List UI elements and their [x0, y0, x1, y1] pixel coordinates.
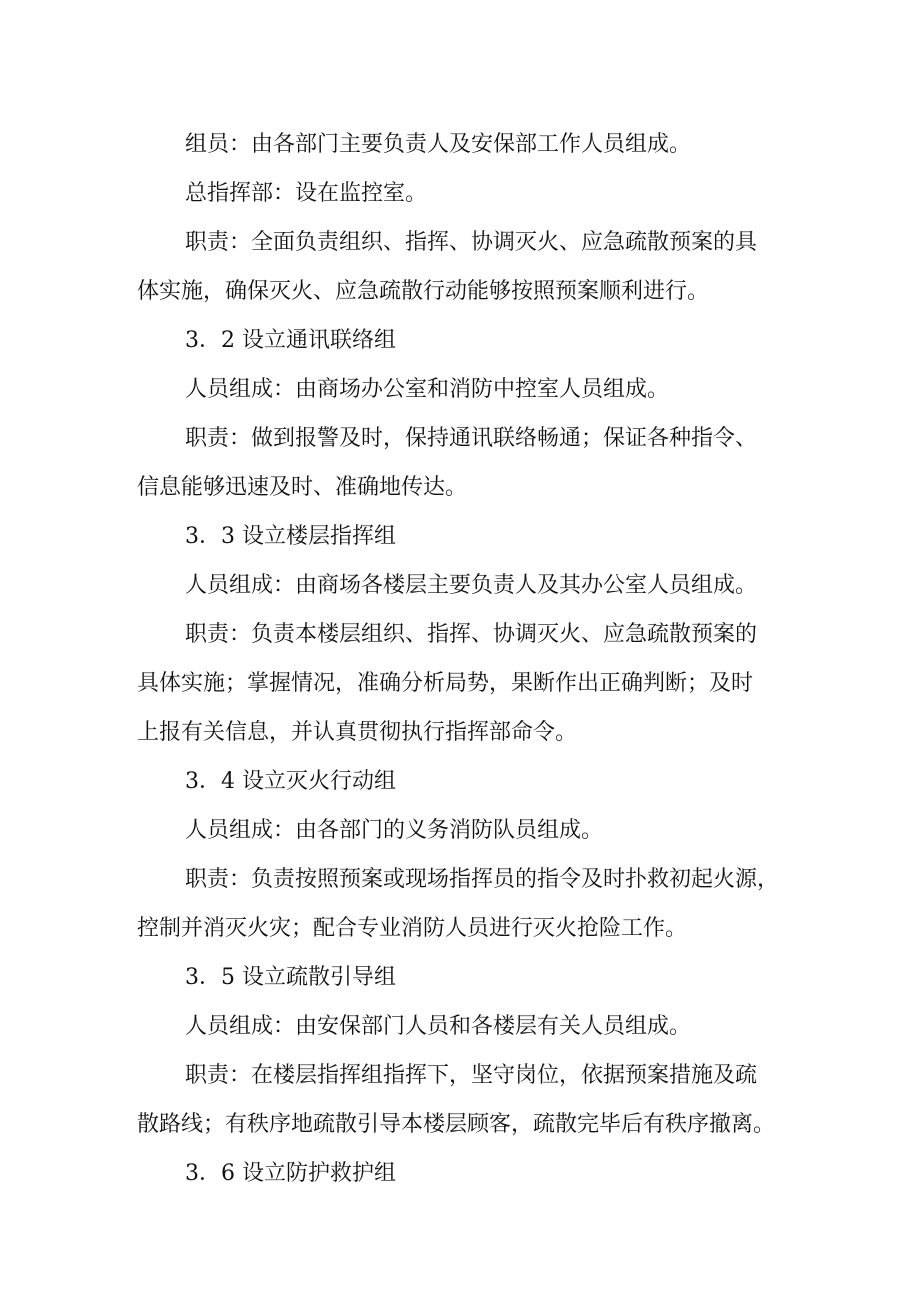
section-heading-3-2: 3．2 设立通讯联络组: [185, 328, 396, 353]
paragraph-fire-duties-line-2: 控制并消灭火灾；配合专业消防人员进行灭火抢险工作。: [137, 916, 688, 941]
paragraph-comm-duties-line-2: 信息能够迅速及时、准确地传达。: [137, 475, 468, 500]
paragraph-members: 组员：由各部门主要负责人及安保部工作人员组成。: [185, 132, 692, 157]
paragraph-duties-line-2: 体实施，确保灭火、应急疏散行动能够按照预案顺利进行。: [137, 279, 710, 304]
paragraph-fire-duties-line-1: 职责：负责按照预案或现场指挥员的指令及时扑救初起火源，: [185, 867, 780, 892]
section-heading-3-5: 3．5 设立疏散引导组: [185, 965, 396, 990]
section-heading-3-3: 3．3 设立楼层指挥组: [185, 524, 396, 549]
paragraph-floor-duties-line-3: 上报有关信息，并认真贯彻执行指挥部命令。: [137, 720, 578, 745]
paragraph-floor-duties-line-1: 职责：负责本楼层组织、指挥、协调灭火、应急疏散预案的: [185, 622, 758, 647]
section-heading-3-4: 3．4 设立灭火行动组: [185, 769, 396, 794]
paragraph-comm-duties-line-1: 职责：做到报警及时，保持通讯联络畅通；保证各种指令、: [185, 426, 758, 451]
paragraph-floor-members: 人员组成：由商场各楼层主要负责人及其办公室人员组成。: [185, 573, 758, 598]
paragraph-floor-duties-line-2: 具体实施；掌握情况，准确分析局势，果断作出正确判断；及时: [137, 671, 754, 696]
paragraph-fire-members: 人员组成：由各部门的义务消防队员组成。: [185, 818, 604, 843]
paragraph-evac-duties-line-1: 职责：在楼层指挥组指挥下，坚守岗位，依据预案措施及疏: [185, 1063, 758, 1088]
paragraph-evac-duties-line-2: 散路线；有秩序地疏散引导本楼层顾客，疏散完毕后有秩序撤离。: [137, 1112, 776, 1137]
paragraph-headquarters: 总指挥部：设在监控室。: [185, 181, 428, 206]
paragraph-duties-line-1: 职责：全面负责组织、指挥、协调灭火、应急疏散预案的具: [185, 230, 758, 255]
paragraph-evac-members: 人员组成：由安保部门人员和各楼层有关人员组成。: [185, 1014, 692, 1039]
paragraph-comm-members: 人员组成：由商场办公室和消防中控室人员组成。: [185, 377, 670, 402]
section-heading-3-6: 3．6 设立防护救护组: [185, 1161, 396, 1186]
